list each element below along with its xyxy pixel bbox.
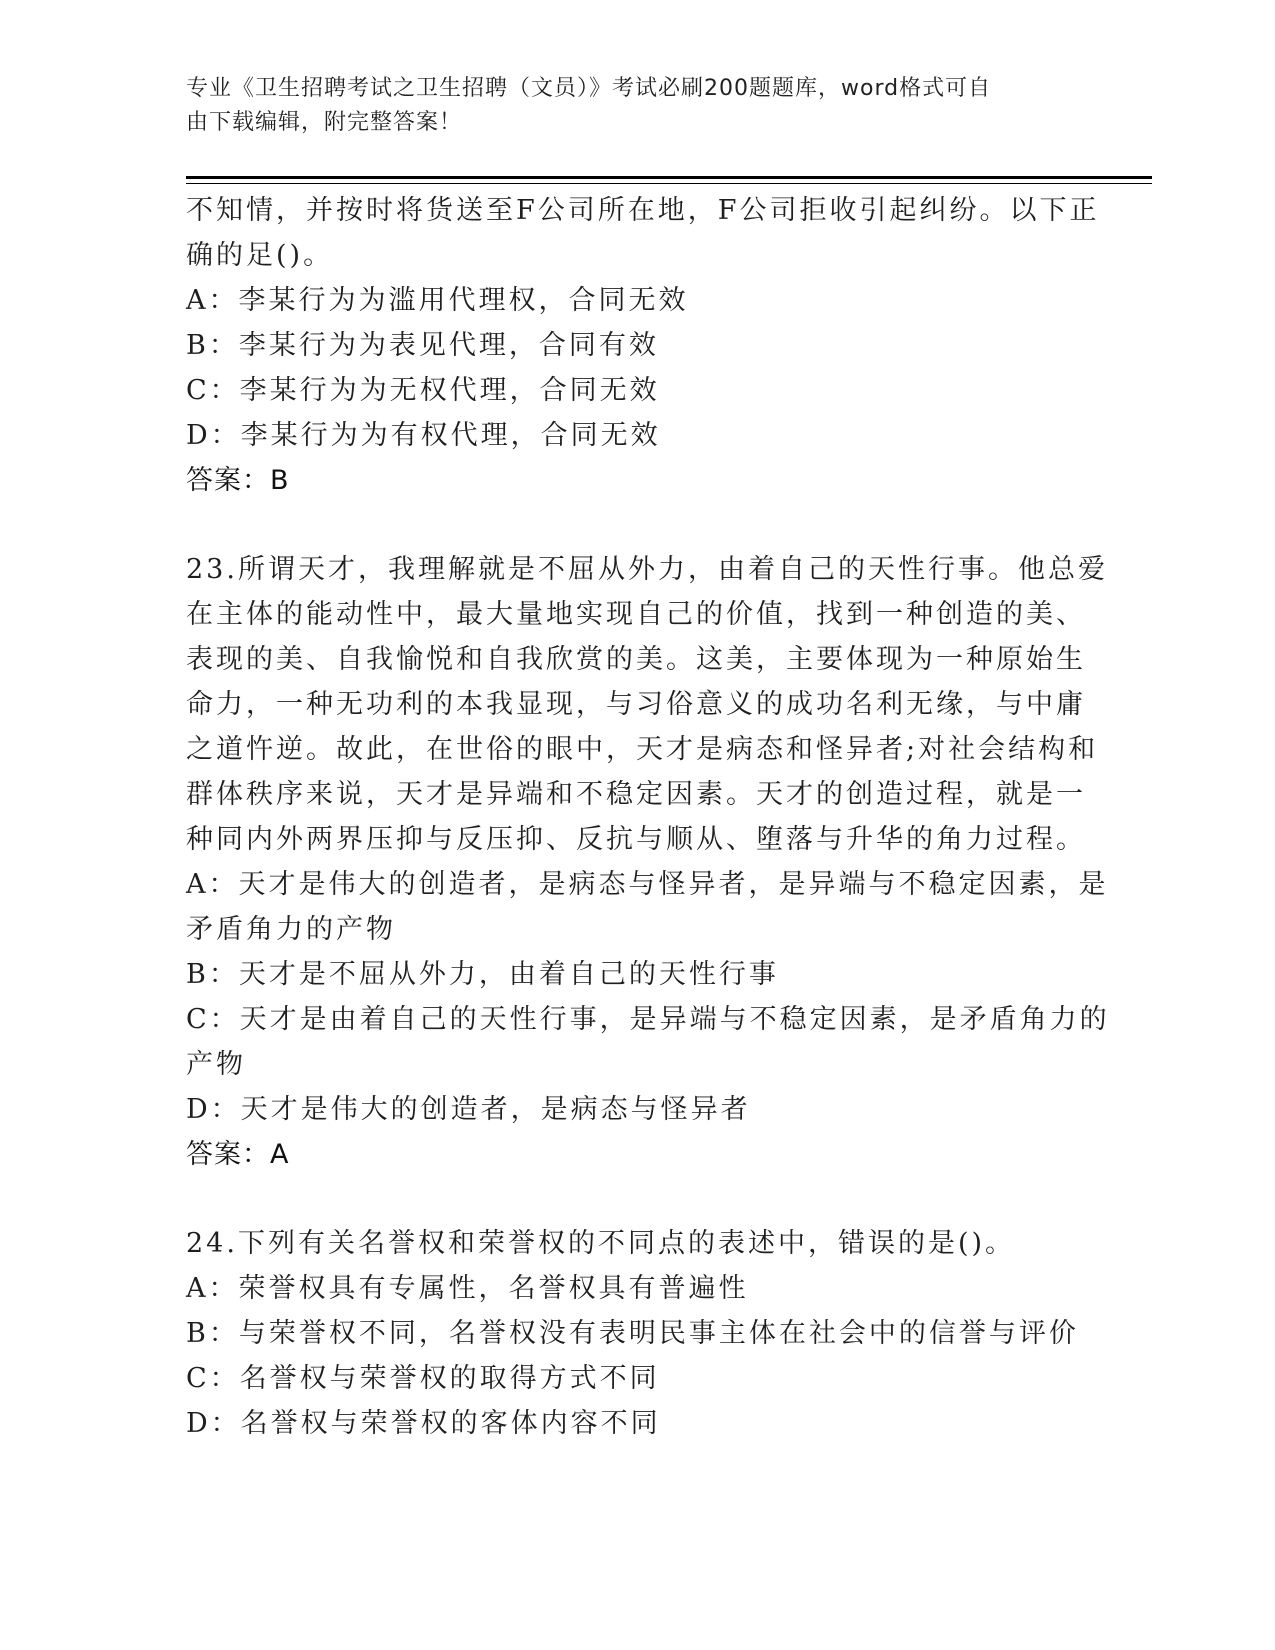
answer-label: 答案：B xyxy=(186,465,290,496)
spacer xyxy=(186,503,1086,547)
header-rule-thick xyxy=(186,176,1152,179)
option-c: C：天才是由着自己的天性行事，是异端与不稳定因素，是矛盾角力的 xyxy=(186,1004,1110,1035)
question-text-line: 命力，一种无功利的本我显现，与习俗意义的成功名利无缘，与中庸 xyxy=(186,689,1086,720)
question-22 xyxy=(186,188,1100,503)
option-a: A：荣誉权具有专属性，名誉权具有普遍性 xyxy=(186,1273,749,1304)
question-24 xyxy=(186,1221,1086,1446)
question-text-line: 24.下列有关名誉权和荣誉权的不同点的表述中，错误的是()。 xyxy=(186,1228,1016,1259)
option-b: B：李某行为为表见代理，合同有效 xyxy=(186,330,659,361)
header-line-2: 由下载编辑，附完整答案！ xyxy=(186,110,463,135)
document-body xyxy=(186,188,1110,1446)
option-d: D：天才是伟大的创造者，是病态与怪异者 xyxy=(186,1094,751,1125)
question-text-line: 在主体的能动性中，最大量地实现自己的价值，找到一种创造的美、 xyxy=(186,599,1086,630)
question-23 xyxy=(186,547,1110,1177)
option-c-continued: 产物 xyxy=(186,1049,246,1080)
option-a: A：天才是伟大的创造者，是病态与怪异者，是异端与不稳定因素，是 xyxy=(186,869,1109,900)
answer-label: 答案：A xyxy=(186,1139,290,1170)
option-b: B：天才是不屈从外力，由着自己的天性行事 xyxy=(186,959,779,990)
question-text-line: 确的足()。 xyxy=(186,240,334,271)
spacer xyxy=(186,1177,1086,1221)
question-text-line: 不知情，并按时将货送至F公司所在地，F公司拒收引起纠纷。以下正 xyxy=(186,195,1100,226)
option-d: D：名誉权与荣誉权的客体内容不同 xyxy=(186,1408,661,1439)
question-text-line: 种同内外两界压抑与反压抑、反抗与顺从、堕落与升华的角力过程。 xyxy=(186,824,1086,855)
document-header xyxy=(186,72,1066,140)
option-b: B：与荣誉权不同，名誉权没有表明民事主体在社会中的信誉与评价 xyxy=(186,1318,1079,1349)
question-text-line: 之道忤逆。故此，在世俗的眼中，天才是病态和怪异者;对社会结构和 xyxy=(186,734,1099,765)
option-d: D：李某行为为有权代理，合同无效 xyxy=(186,420,661,451)
option-a-continued: 矛盾角力的产物 xyxy=(186,914,396,945)
header-rule-thin xyxy=(186,183,1152,184)
option-c: C：李某行为为无权代理，合同无效 xyxy=(186,375,660,406)
question-text-line: 表现的美、自我愉悦和自我欣赏的美。这美，主要体现为一种原始生 xyxy=(186,644,1086,675)
question-text-line: 群体秩序来说，天才是异端和不稳定因素。天才的创造过程，就是一 xyxy=(186,779,1086,810)
option-a: A：李某行为为滥用代理权，合同无效 xyxy=(186,285,689,316)
header-line-1: 专业《卫生招聘考试之卫生招聘（文员）》考试必刷200题题库，word格式可自 xyxy=(186,76,992,101)
option-c: C：名誉权与荣誉权的取得方式不同 xyxy=(186,1363,660,1394)
question-text-line: 23.所谓天才，我理解就是不屈从外力，由着自己的天性行事。他总爱 xyxy=(186,554,1108,585)
